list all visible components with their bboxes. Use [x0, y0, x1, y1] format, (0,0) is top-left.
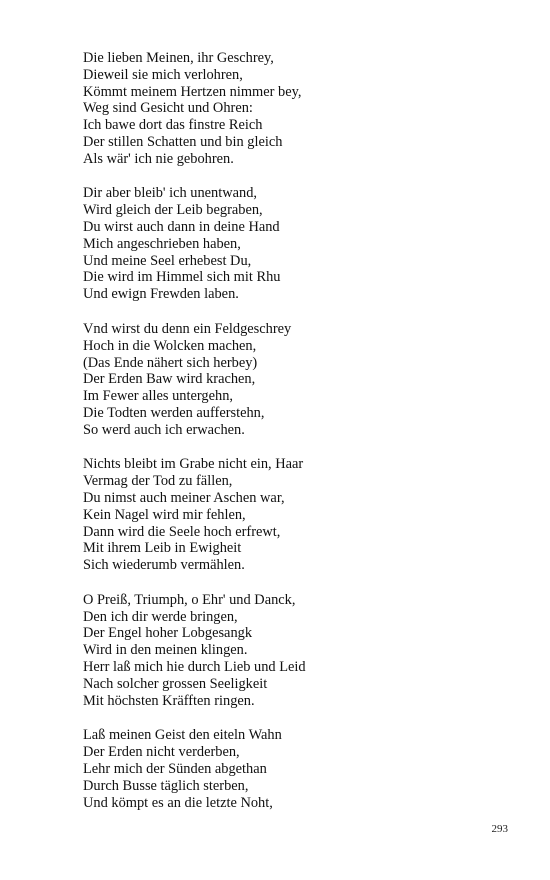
- poem-line: O Preiß, Triumph, o Ehr' und Danck,: [83, 591, 296, 608]
- poem-line: Sich wiederumb vermählen.: [83, 557, 245, 574]
- poem-line: Und kömpt es an die letzte Noht,: [83, 794, 273, 811]
- poem-line: Nach solcher grossen Seeligkeit: [83, 675, 268, 692]
- poem-line: Weg sind Gesicht und Ohren:: [83, 100, 253, 117]
- page-number: 293: [491, 823, 508, 835]
- poem-line: Du wirst auch dann in deine Hand: [83, 219, 280, 236]
- poem-line: Lehr mich der Sünden abgethan: [83, 760, 267, 777]
- poem-line: Mit ihrem Leib in Ewigheit: [83, 540, 242, 557]
- poem-line: Der Erden Baw wird krachen,: [83, 371, 256, 388]
- poem-line: Wird in den meinen klingen.: [83, 642, 248, 659]
- poem-line: Mich angeschrieben haben,: [83, 235, 241, 252]
- poem-line: Vnd wirst du denn ein Feldgeschrey: [83, 320, 292, 337]
- poem-line: Herr laß mich hie durch Lieb und Leid: [83, 659, 306, 676]
- stanza-3: [83, 321, 523, 439]
- stanza-2: [83, 185, 523, 303]
- poem-line: Mit höchsten Kräfften ringen.: [83, 692, 255, 709]
- poem-line: Dieweil sie mich verlohren,: [83, 66, 243, 83]
- poem-line: Kömmt meinem Hertzen nimmer bey,: [83, 83, 302, 100]
- poem-line: Du nimst auch meiner Aschen war,: [83, 490, 285, 506]
- poem-line: Die wird im Himmel sich mit Rhu: [83, 269, 281, 286]
- poem-line: Vermag der Tod zu fällen,: [83, 473, 233, 490]
- poem-line: Die lieben Meinen, ihr Geschrey,: [83, 50, 274, 66]
- poem-line: Der Erden nicht verderben,: [83, 744, 240, 761]
- poem-line: Wird gleich der Leib begraben,: [83, 202, 263, 219]
- poem-line: Der stillen Schatten und bin gleich: [83, 133, 283, 150]
- poem-line: Und meine Seel erhebest Du,: [83, 252, 252, 269]
- stanza-6: [83, 727, 523, 811]
- poem-line: Die Todten werden aufferstehn,: [83, 404, 265, 421]
- poem-line: (Das Ende nähert sich herbey): [83, 354, 258, 371]
- poem-line: Und ewign Frewden laben.: [83, 286, 239, 303]
- poem-line: Kein Nagel wird mir fehlen,: [83, 506, 246, 523]
- poem-body: [83, 50, 523, 829]
- poem-line: Hoch in die Wolcken machen,: [83, 337, 257, 354]
- poem-line: Im Fewer alles untergehn,: [83, 388, 233, 405]
- poem-line: Nichts bleibt im Grabe nicht ein, Haar: [83, 456, 304, 473]
- poem-line: Als wär' ich nie gebohren.: [83, 150, 234, 167]
- stanza-1: [83, 50, 523, 168]
- poem-line: Den ich dir werde bringen,: [83, 608, 238, 625]
- stanza-4: [83, 456, 523, 574]
- poem-line: Laß meinen Geist den eiteln Wahn: [83, 727, 282, 744]
- poem-line: Durch Busse täglich sterben,: [83, 777, 249, 794]
- stanza-5: [83, 592, 523, 710]
- poem-line: Dann wird die Seele hoch erfrewt,: [83, 523, 281, 540]
- poem-line: Der Engel hoher Lobgesangk: [83, 625, 253, 642]
- poem-line: Dir aber bleib' ich unentwand,: [83, 185, 258, 202]
- poem-line: So werd auch ich erwachen.: [83, 421, 245, 438]
- poem-line: Ich bawe dort das finstre Reich: [83, 117, 263, 134]
